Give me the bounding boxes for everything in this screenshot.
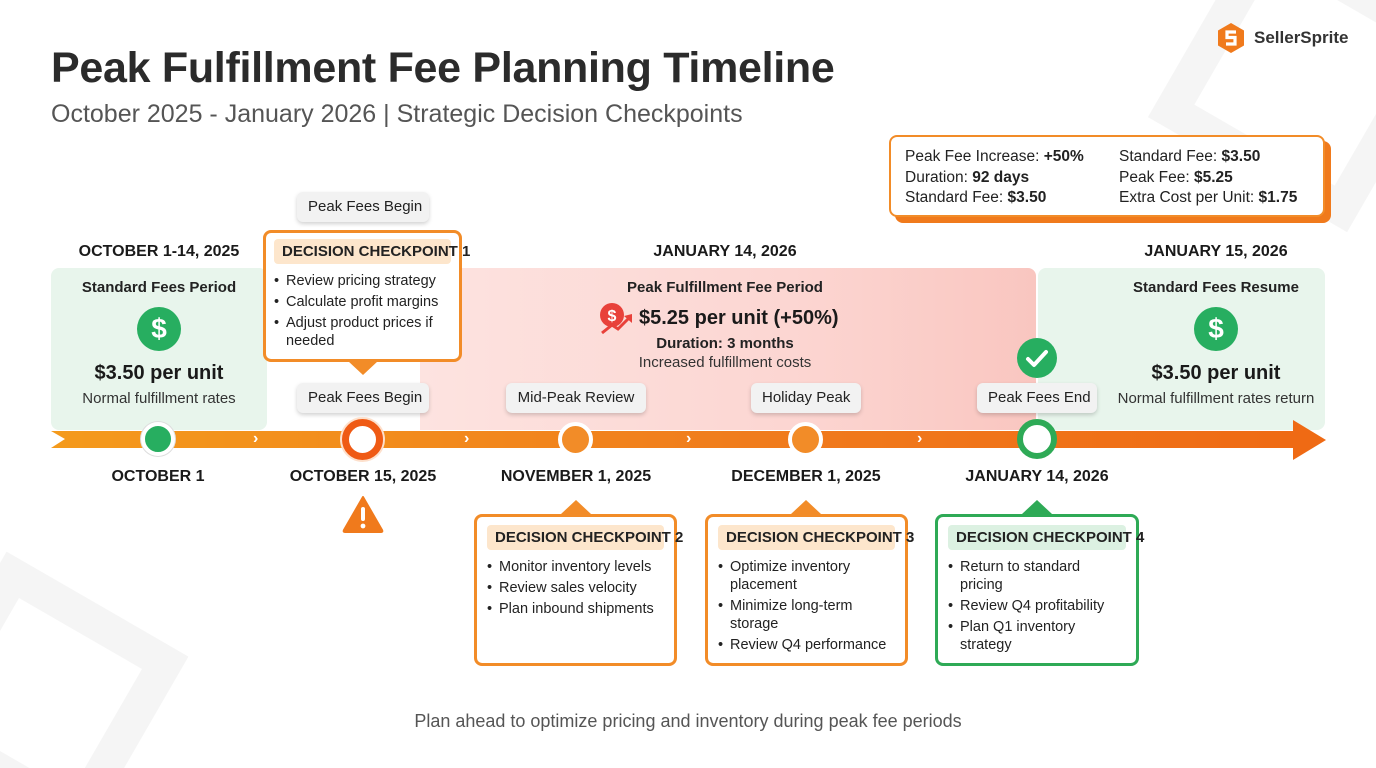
period-label: Standard Fees Resume xyxy=(1133,279,1299,296)
chevron-right-icon: › xyxy=(464,430,470,447)
timeline-arrowhead xyxy=(1293,420,1326,460)
period-label: Peak Fulfillment Fee Period xyxy=(627,279,823,296)
summary-row: Standard Fee: $3.50 xyxy=(905,189,1047,206)
period-date: OCTOBER 1-14, 2025 xyxy=(78,243,240,260)
cost-increase-icon xyxy=(598,301,634,337)
warning-icon xyxy=(341,494,385,534)
milestone-pill: Peak Fees Begin xyxy=(297,383,429,413)
checkpoint-item: • Plan Q1 inventory strategy xyxy=(948,618,1126,654)
checkpoint-list xyxy=(948,558,1126,654)
checkpoint-item: • Minimize long-term storage xyxy=(718,597,895,633)
brand-name: SellerSprite xyxy=(1254,28,1349,47)
callout-pointer xyxy=(1022,500,1052,514)
checkpoint-item: • Review Q4 profitability xyxy=(948,597,1126,615)
timeline-track xyxy=(51,431,1301,448)
checkpoint-item: • Review Q4 performance xyxy=(718,636,895,654)
timeline-node-holiday xyxy=(788,422,823,457)
period-date: JANUARY 14, 2026 xyxy=(653,243,797,260)
chevron-right-icon: › xyxy=(686,430,692,447)
callout-pointer xyxy=(791,500,821,514)
period-date: JANUARY 15, 2026 xyxy=(1144,243,1288,260)
footer-note: Plan ahead to optimize pricing and inventory during peak fee periods xyxy=(414,711,962,731)
checkpoint-item: • Adjust product prices if needed xyxy=(274,314,451,350)
milestone-pill: Holiday Peak xyxy=(751,383,861,413)
checkpoint-title: DECISION CHECKPOINT 1 xyxy=(274,239,451,264)
dollar-icon: $ xyxy=(137,307,181,351)
period-price: $3.50 per unit xyxy=(94,362,224,384)
checkpoint-item: • Return to standard pricing xyxy=(948,558,1126,594)
timeline-date: OCTOBER 1 xyxy=(111,468,205,485)
timeline-date: DECEMBER 1, 2025 xyxy=(731,468,881,485)
timeline-node-peak-start xyxy=(342,419,383,460)
period-note: Increased fulfillment costs xyxy=(638,354,812,371)
sellersprite-logo-icon xyxy=(1216,22,1246,54)
checkpoint-item: • Monitor inventory levels xyxy=(487,558,664,576)
period-note: Normal fulfillment rates xyxy=(82,390,236,407)
callout-pointer xyxy=(561,500,591,514)
timeline-node-start xyxy=(141,422,175,456)
period-price: $5.25 per unit (+50%) xyxy=(639,307,839,329)
peak-duration: Duration: 3 months xyxy=(656,335,794,352)
page-subtitle: October 2025 - January 2026 | Strategic Decision Checkpoints xyxy=(51,100,743,128)
timeline-date: OCTOBER 15, 2025 xyxy=(289,468,437,485)
timeline-date: NOVEMBER 1, 2025 xyxy=(500,468,652,485)
checkpoint-item: • Review pricing strategy xyxy=(274,272,451,290)
checkpoint-list xyxy=(274,272,451,350)
dollar-icon: $ xyxy=(1194,307,1238,351)
background-decoration xyxy=(0,552,188,768)
checkpoint-list xyxy=(487,558,664,618)
summary-row: Peak Fee: $5.25 xyxy=(1119,168,1233,186)
summary-row: Peak Fee Increase: +50% xyxy=(905,148,1084,165)
page-title: Peak Fulfillment Fee Planning Timeline xyxy=(51,44,835,92)
checkpoint-item: • Review sales velocity xyxy=(487,579,664,597)
checkpoint-item: • Plan inbound shipments xyxy=(487,600,664,618)
callout-pointer xyxy=(348,361,378,375)
summary-row: Standard Fee: $3.50 xyxy=(1119,148,1261,165)
fee-summary-box xyxy=(889,135,1325,217)
milestone-pill: Peak Fees Begin xyxy=(297,192,429,222)
timeline-node-end xyxy=(1017,419,1057,459)
period-label: Standard Fees Period xyxy=(81,279,237,296)
chevron-right-icon: › xyxy=(253,430,259,447)
checkmark-icon xyxy=(1017,338,1057,378)
checkpoint-title: DECISION CHECKPOINT 3 xyxy=(718,525,895,550)
chevron-right-icon: › xyxy=(917,430,923,447)
timeline-tail xyxy=(51,431,65,448)
timeline-node-mid-peak xyxy=(558,422,593,457)
decision-checkpoint-4 xyxy=(935,514,1145,666)
milestone-pill: Mid-Peak Review xyxy=(506,383,646,413)
summary-row: Duration: 92 days xyxy=(905,168,1030,186)
checkpoint-title: DECISION CHECKPOINT 2 xyxy=(487,525,664,550)
timeline-date: JANUARY 14, 2026 xyxy=(965,468,1109,485)
checkpoint-item: • Optimize inventory placement xyxy=(718,558,895,594)
period-price: $3.50 per unit xyxy=(1151,362,1281,384)
checkpoint-item: • Calculate profit margins xyxy=(274,293,451,311)
checkpoint-title: DECISION CHECKPOINT 4 xyxy=(948,525,1126,550)
summary-row: Extra Cost per Unit: $1.75 xyxy=(1119,189,1298,206)
checkpoint-list xyxy=(718,558,895,654)
decision-checkpoint-2 xyxy=(474,514,684,666)
svg-text:$: $ xyxy=(607,308,617,325)
period-note: Normal fulfillment rates return xyxy=(1117,390,1315,407)
brand-logo xyxy=(1216,22,1349,54)
decision-checkpoint-1 xyxy=(263,230,471,362)
decision-checkpoint-3 xyxy=(705,514,915,666)
milestone-pill: Peak Fees End xyxy=(977,383,1097,413)
